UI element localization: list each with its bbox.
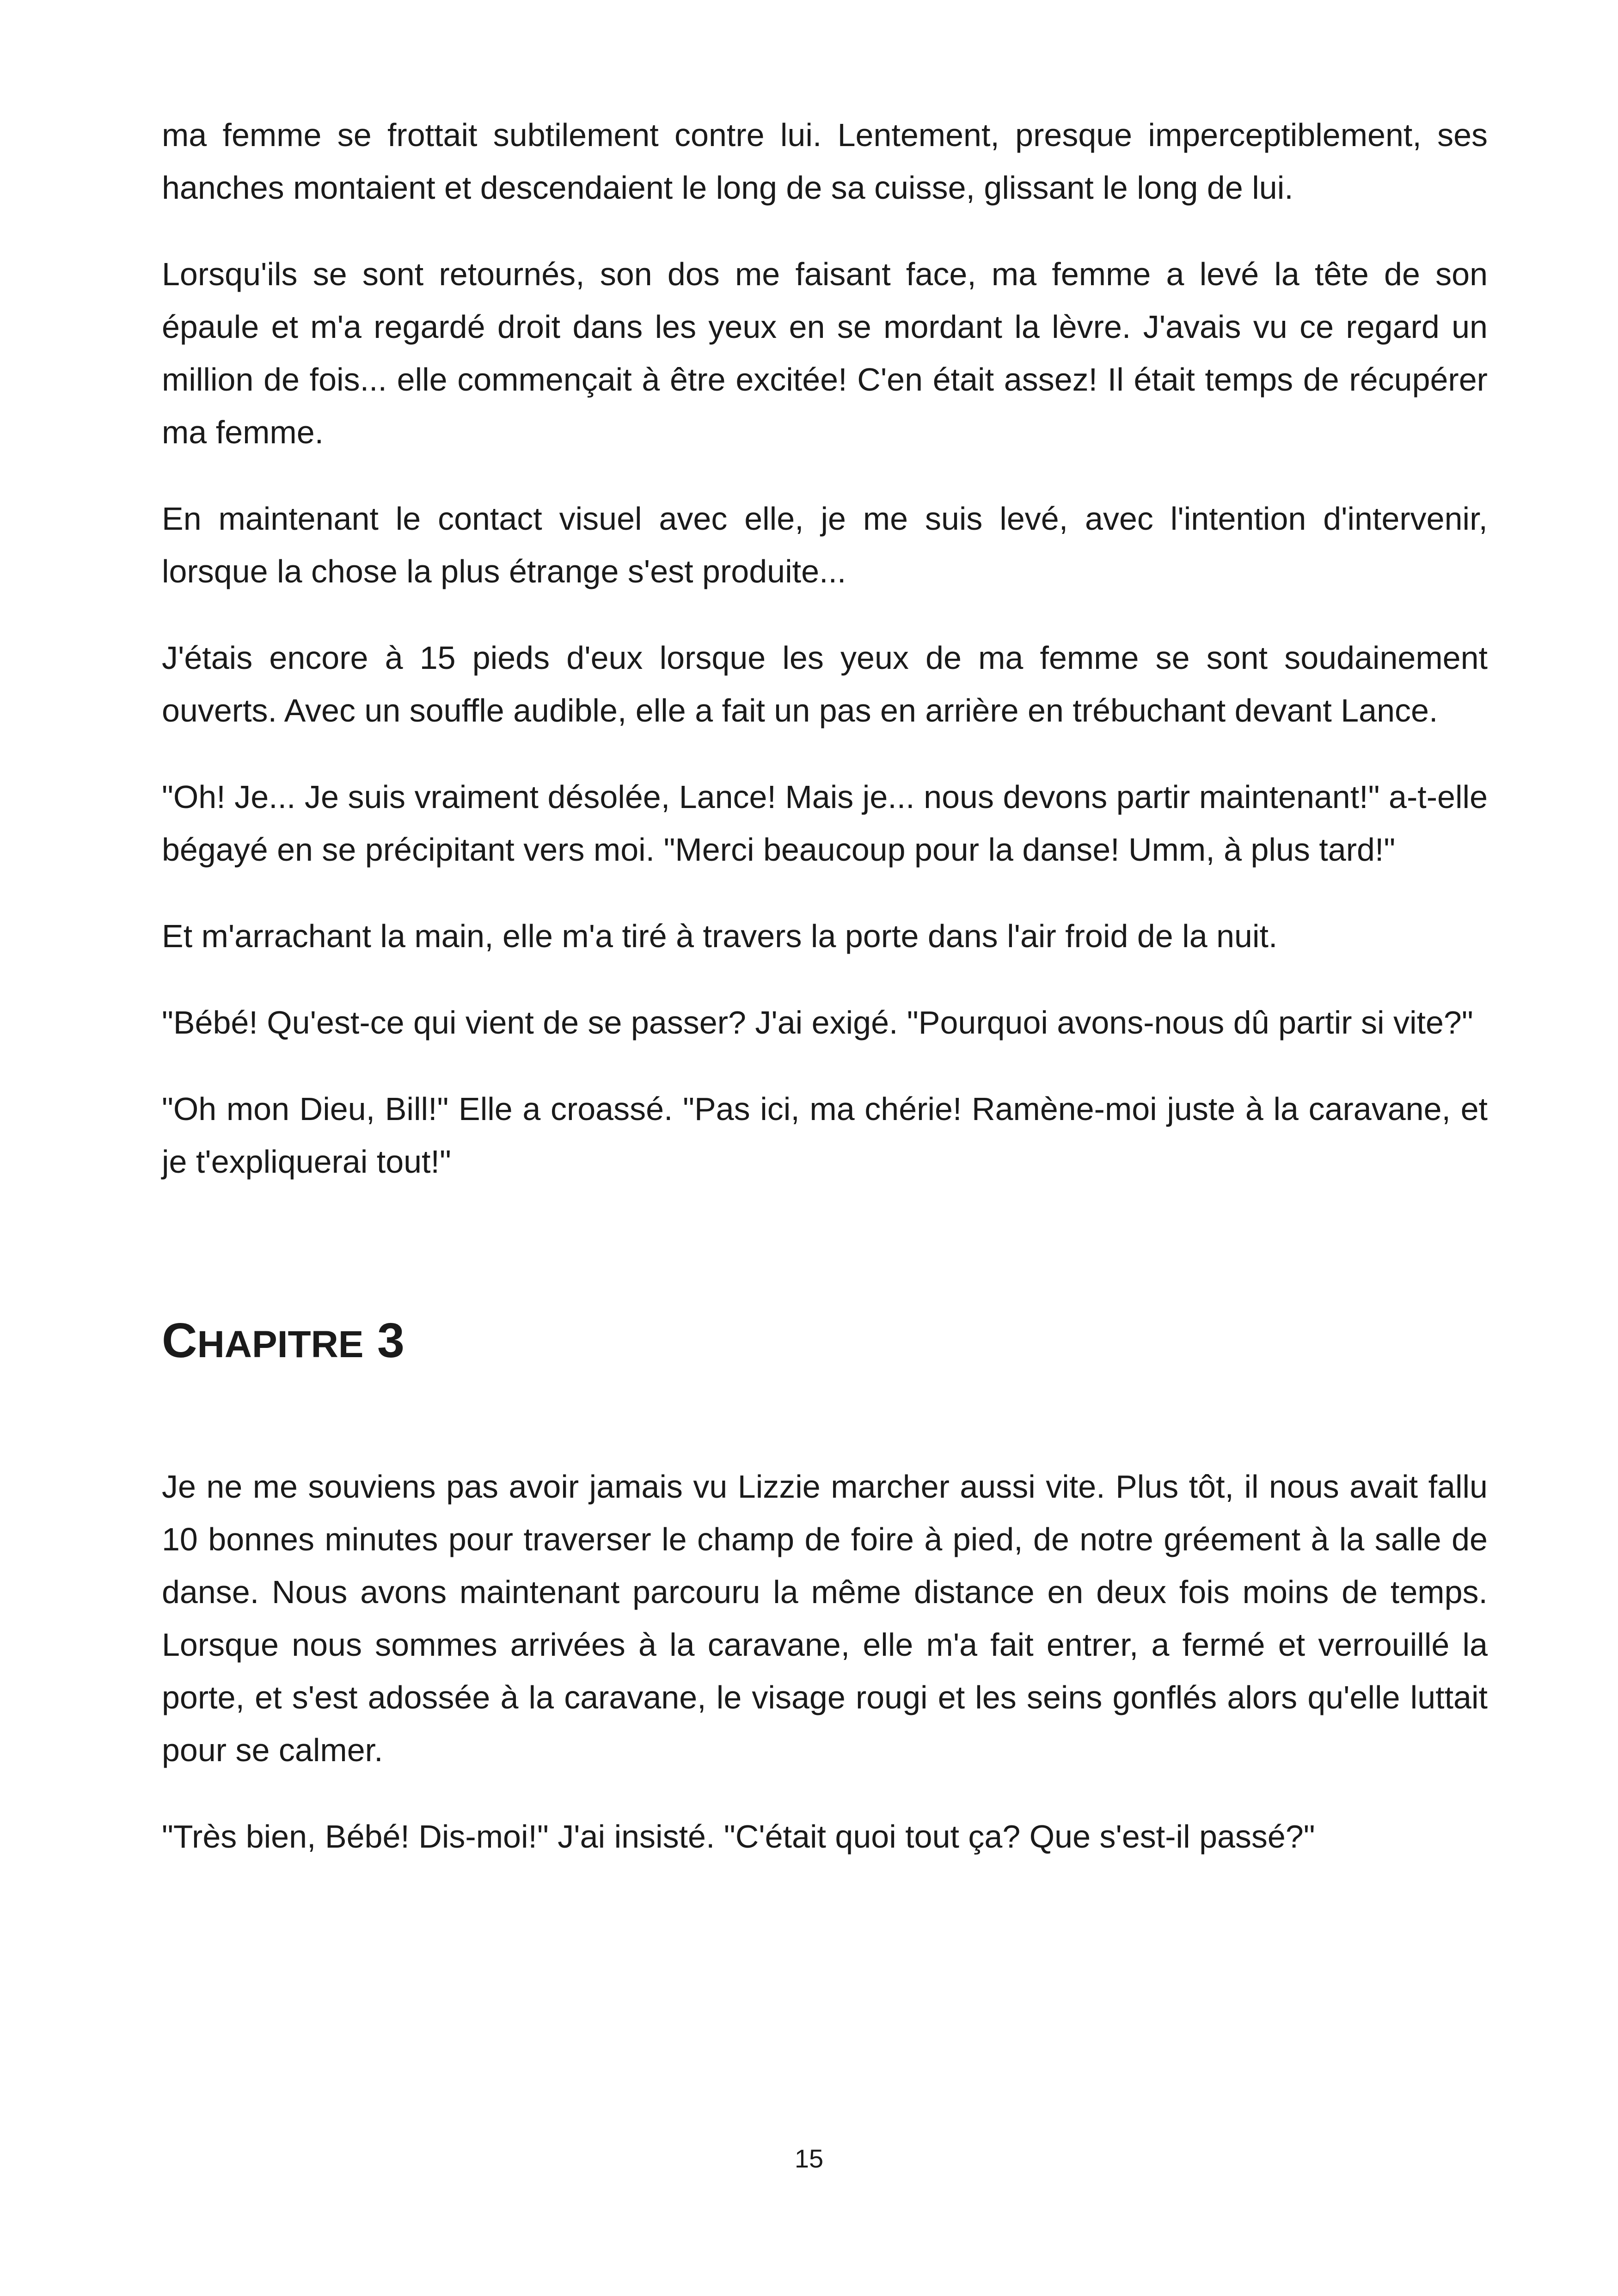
paragraph: En maintenant le contact visuel avec elle, je me suis levé, avec l'intention d'intervenir, lorsque la chose la plus étrange s'est produite... xyxy=(162,501,1488,589)
paragraph: "Oh mon Dieu, Bill!" Elle a croassé. "Pas ici, ma chérie! Ramène-moi juste à la caravane, et je t'expliquerai tout!" xyxy=(162,1091,1488,1180)
chapter-heading xyxy=(162,1313,1488,1372)
paragraph: "Très bien, Bébé! Dis-moi!" J'ai insisté. "C'était quoi tout ça? Que s'est-il passé?" xyxy=(162,1818,1315,1855)
page-number: 15 xyxy=(794,2144,824,2173)
chapter-heading-word: HAPITRE xyxy=(197,1323,364,1365)
paragraph: ma femme se frottait subtilement contre lui. Lentement, presque imperceptiblement, ses hanches montaient et descendaient le long de sa cuisse, glissant le long de lui. xyxy=(162,117,1488,206)
paragraph: "Bébé! Qu'est-ce qui vient de se passer? J'ai exigé. "Pourquoi avons-nous dû partir si vite?" xyxy=(162,1004,1473,1041)
paragraph: "Oh! Je... Je suis vraiment désolée, Lance! Mais je... nous devons partir maintenant!" a-t-elle bégayé en se précipitant vers moi. "Merci beaucoup pour la danse! Umm, à plus tard!" xyxy=(162,779,1488,868)
chapter-heading-initial: C xyxy=(162,1313,197,1368)
paragraph: Je ne me souviens pas avoir jamais vu Lizzie marcher aussi vite. Plus tôt, il nous avait fallu 10 bonnes minutes pour traverser le champ de foire à pied, de notre gréement à la salle de danse. Nous avons maintenant parcouru la même distance en deux fois moins de temps. Lorsque nous sommes arrivées à la caravane, elle m'a fait entrer, a fermé et verrouillé la porte, et s'est adossée à la caravane, le visage rougi et les seins gonflés alors qu'elle luttait pour se calmer. xyxy=(162,1469,1488,1768)
paragraph: Et m'arrachant la main, elle m'a tiré à travers la porte dans l'air froid de la nuit. xyxy=(162,918,1278,954)
chapter-heading-number: 3 xyxy=(377,1313,404,1368)
paragraph: Lorsqu'ils se sont retournés, son dos me faisant face, ma femme a levé la tête de son épaule et m'a regardé droit dans les yeux en se mordant la lèvre. J'avais vu ce regard un million de fois... elle commençait à être excitée! C'en était assez! Il était temps de récupérer ma femme. xyxy=(162,256,1488,450)
paragraph: J'étais encore à 15 pieds d'eux lorsque les yeux de ma femme se sont soudainement ouverts. Avec un souffle audible, elle a fait un pas en arrière en trébuchant devant Lance. xyxy=(162,640,1488,729)
